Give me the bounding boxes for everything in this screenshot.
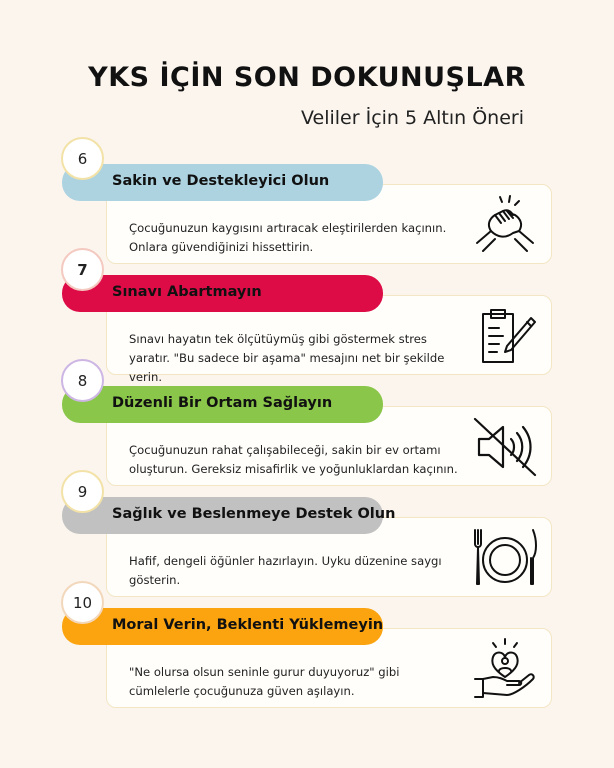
- tip-number-badge: 9: [61, 470, 104, 513]
- tip-number-badge: 6: [61, 137, 104, 180]
- tip-text: Çocuğunuzun kaygısını artıracak eleştirilerden kaçının. Onlara güvendiğinizi hissettirin.: [129, 221, 447, 254]
- document-pen-icon: [469, 304, 541, 368]
- tip-heading: Moral Verin, Beklenti Yüklemeyin: [112, 617, 384, 633]
- tip-heading: Düzenli Bir Ortam Sağlayın: [112, 395, 333, 411]
- tip-number-badge: 7: [61, 248, 104, 291]
- tip-item-10: [0, 593, 614, 719]
- tip-heading: Sakin ve Destekleyici Olun: [112, 173, 330, 189]
- tip-text: Hafif, dengeli öğünler hazırlayın. Uyku düzenine saygı gösterin.: [129, 554, 442, 587]
- heart-hand-icon: [469, 637, 541, 701]
- tip-text: Sınavı hayatın tek ölçütüymüş gibi göstermek stres yaratır. "Bu sadece bir aşama" mesajını net bir şekilde verin.: [129, 332, 445, 384]
- plate-cutlery-icon: [469, 526, 541, 590]
- tip-text: Çocuğunuzun rahat çalışabileceği, sakin bir ev ortamı oluşturun. Gereksiz misafirlik ve yoğunluklardan kaçının.: [129, 443, 458, 476]
- handshake-icon: [469, 193, 541, 257]
- mute-icon: [469, 415, 541, 479]
- tip-heading: Sağlık ve Beslenmeye Destek Olun: [112, 506, 396, 522]
- page-subtitle: Veliler İçin 5 Altın Öneri: [301, 107, 524, 129]
- tip-number-badge: 8: [61, 359, 104, 402]
- page-title: YKS İÇİN SON DOKUNUŞLAR: [88, 62, 526, 93]
- tip-number-badge: 10: [61, 581, 104, 624]
- tip-heading: Sınavı Abartmayın: [112, 284, 262, 300]
- tip-text: "Ne olursa olsun seninle gurur duyuyoruz" gibi cümlelerle çocuğunuza güven aşılayın.: [129, 665, 400, 698]
